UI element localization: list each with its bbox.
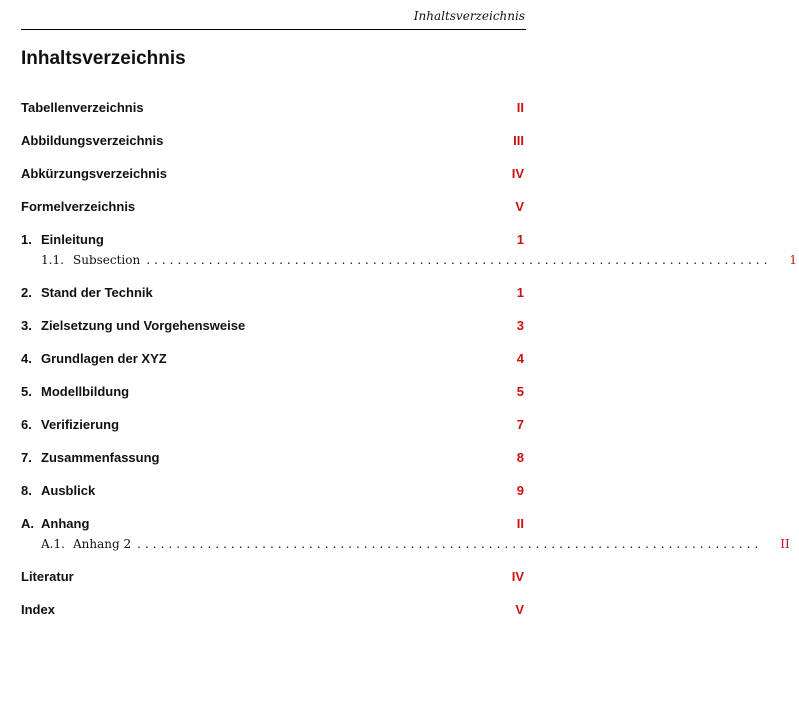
toc-entry-page-link[interactable]: IV: [511, 569, 524, 584]
toc-entry[interactable]: [21, 318, 526, 334]
toc-entry-title: Ausblick: [41, 483, 96, 498]
toc-entry-title: Literatur: [21, 569, 74, 584]
toc-subentry-number: 1.1.: [41, 253, 64, 267]
toc-entry-page-link[interactable]: 1: [516, 232, 524, 247]
toc-entry-group: [21, 569, 526, 585]
toc-subentry[interactable]: [21, 537, 790, 552]
running-header: Inhaltsverzeichnis: [413, 9, 525, 23]
toc-entry[interactable]: [21, 100, 526, 116]
toc-entry-number: 3.: [21, 318, 32, 333]
toc-entry-number: 2.: [21, 285, 32, 300]
toc-entry-page-link[interactable]: 8: [516, 450, 524, 465]
toc-entry-group: [21, 100, 526, 116]
toc-entry-page-link[interactable]: II: [516, 516, 524, 531]
toc-entry-group: [21, 602, 526, 618]
toc-entry-title: Abbildungsverzeichnis: [21, 133, 164, 148]
toc-entry-title: Zusammenfassung: [41, 450, 160, 465]
toc-subentry[interactable]: [21, 253, 798, 268]
toc-entry-page-link[interactable]: V: [515, 199, 524, 214]
toc-entry[interactable]: [21, 569, 526, 585]
dot-leader: ................................................................................: [146, 253, 772, 267]
toc-entry-title: Index: [21, 602, 55, 617]
toc-entry-group: [21, 351, 526, 367]
toc-entry-group: [21, 166, 526, 182]
toc-entry-number: 6.: [21, 417, 32, 432]
toc-entry-number: 8.: [21, 483, 32, 498]
header-rule: [21, 29, 526, 30]
toc-entry-page-link[interactable]: V: [515, 602, 524, 617]
toc-subentry-title: Anhang 2: [73, 537, 132, 551]
toc-entry-number: 5.: [21, 384, 32, 399]
toc-entry-group: [21, 516, 790, 552]
toc-entry-title: Formelverzeichnis: [21, 199, 136, 214]
toc-entry-group: [21, 133, 526, 149]
toc-entry-group: [21, 384, 526, 400]
toc-entry[interactable]: [21, 285, 526, 301]
toc-subentry-title: Subsection: [73, 253, 141, 267]
toc-entry-number: 7.: [21, 450, 32, 465]
toc-entry-title: Abkürzungsverzeichnis: [21, 166, 167, 181]
toc-entry-title: Grundlagen der XYZ: [41, 351, 167, 366]
toc-entry[interactable]: [21, 199, 526, 215]
dot-leader: ................................................................................: [137, 537, 763, 551]
toc-entry-page-link[interactable]: III: [513, 133, 524, 148]
toc-entry-title: Modellbildung: [41, 384, 130, 399]
toc-entry-page-link[interactable]: 3: [516, 318, 524, 333]
toc-entry[interactable]: [21, 133, 526, 149]
toc-entry-page-link[interactable]: II: [516, 100, 524, 115]
toc-entry[interactable]: [21, 351, 526, 367]
toc-entry-page-link[interactable]: 4: [516, 351, 524, 366]
toc-entry[interactable]: [21, 384, 526, 400]
toc-entry-group: [21, 450, 526, 466]
toc-entry[interactable]: [21, 483, 526, 499]
toc-entry-group: [21, 199, 526, 215]
toc-entry-title: Anhang: [41, 516, 90, 531]
toc-subentry-number: A.1.: [41, 537, 65, 551]
toc-entry-group: [21, 232, 798, 268]
toc-entry-page-link[interactable]: 7: [516, 417, 524, 432]
toc-entry-group: [21, 417, 526, 433]
toc-entry-page-link[interactable]: 5: [516, 384, 524, 399]
toc-entry[interactable]: [21, 450, 526, 466]
toc-entry[interactable]: [21, 602, 526, 618]
toc-entry-page-link[interactable]: 9: [516, 483, 524, 498]
toc-entry[interactable]: [21, 516, 526, 532]
toc-subentry-page-link[interactable]: 1: [789, 253, 798, 267]
toc-entry-page-link[interactable]: IV: [511, 166, 524, 181]
toc-entry-number: 1.: [21, 232, 32, 247]
toc-entry-title: Zielsetzung und Vorgehensweise: [41, 318, 246, 333]
toc-entry-title: Verifizierung: [41, 417, 120, 432]
toc-entry-title: Einleitung: [41, 232, 104, 247]
toc-subentry-page-link[interactable]: II: [780, 537, 790, 551]
page-title: Inhaltsverzeichnis: [21, 48, 186, 69]
toc-entry-number: 4.: [21, 351, 32, 366]
toc-entry-title: Stand der Technik: [41, 285, 153, 300]
toc-entry-number: A.: [21, 516, 34, 531]
toc-entry[interactable]: [21, 232, 526, 248]
toc-entry-page-link[interactable]: 1: [516, 285, 524, 300]
toc-entry-group: [21, 318, 526, 334]
toc-entry-group: [21, 285, 526, 301]
toc-entry-group: [21, 483, 526, 499]
toc-entry[interactable]: [21, 166, 526, 182]
toc-list: [21, 100, 798, 635]
toc-entry[interactable]: [21, 417, 526, 433]
toc-entry-title: Tabellenverzeichnis: [21, 100, 144, 115]
